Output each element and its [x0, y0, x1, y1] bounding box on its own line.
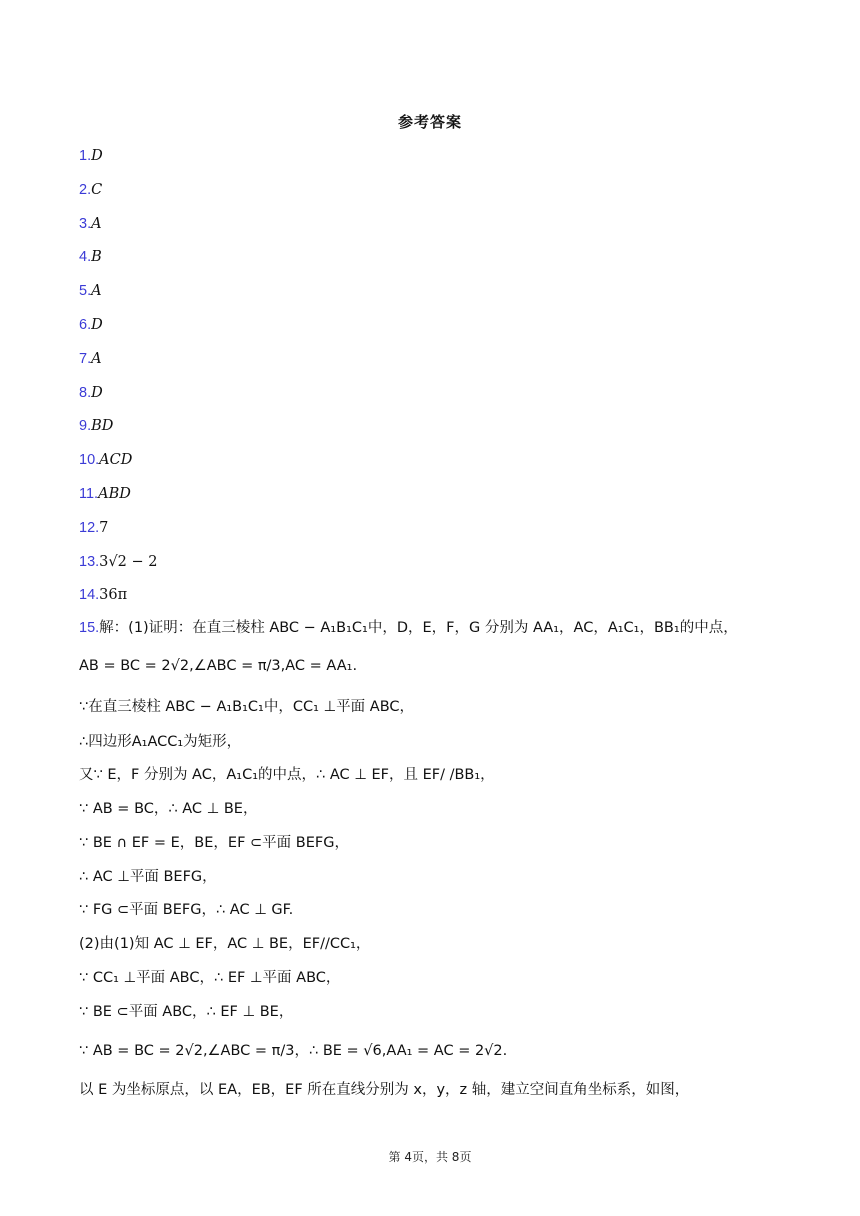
solution-text: ∵ CC₁ ⊥平面 ABC，∴ EF ⊥平面 ABC，: [79, 970, 341, 986]
answer-value: C: [91, 182, 103, 198]
question-number: 8.: [79, 385, 92, 401]
question-number: 1.: [79, 148, 92, 164]
solution-line: [79, 832, 820, 854]
answer-item: [79, 382, 820, 404]
question-number: 12.: [79, 520, 100, 536]
solution-line: [79, 617, 820, 639]
answer-item: [79, 246, 820, 268]
solution-line: [79, 731, 820, 753]
answer-item: [79, 415, 820, 437]
solution-text: (2)由(1)知 AC ⊥ EF，AC ⊥ BE，EF//CC₁，: [79, 936, 371, 952]
question-number: 7.: [79, 351, 92, 367]
answer-item: [79, 584, 820, 606]
solution-text: ∵ BE ∩ EF = E，BE，EF ⊂平面 BEFG，: [79, 835, 349, 851]
question-number: 4.: [79, 249, 92, 265]
solution-line: [79, 967, 820, 989]
solution-text: AB = BC = 2√2,∠ABC = π/3,AC = AA₁.: [79, 658, 358, 674]
question-number: 9.: [79, 418, 92, 434]
solution-text: 解：(1)证明：在直三棱柱 ABC − A₁B₁C₁中，D，E，F，G 分别为 AA₁，AC，A₁C₁，BB₁的中点，: [99, 620, 738, 636]
answer-value: 36π: [99, 587, 128, 603]
solution-line: [79, 899, 820, 921]
answer-item: [79, 348, 820, 370]
solution-line: [79, 866, 820, 888]
solution-line: [79, 1079, 820, 1101]
solution-text: ∵在直三棱柱 ABC − A₁B₁C₁中，CC₁ ⊥平面 ABC，: [79, 699, 415, 715]
solution-text: ∴ AC ⊥平面 BEFG，: [79, 869, 217, 885]
solution-text: ∵ AB = BC = 2√2,∠ABC = π/3，∴ BE = √6,AA₁ = AC = 2√2.: [79, 1043, 508, 1059]
question-number: 5.: [79, 283, 92, 299]
answer-item: [79, 551, 820, 573]
solution-text: 以 E 为坐标原点，以 EA，EB，EF 所在直线分别为 x，y，z 轴，建立空间直角坐标系，如图，: [79, 1082, 690, 1098]
answer-value: ACD: [99, 452, 133, 468]
answer-value: D: [91, 385, 103, 401]
answer-value: BD: [91, 418, 114, 434]
question-number: 14.: [79, 587, 100, 603]
solution-text: ∵ BE ⊂平面 ABC，∴ EF ⊥ BE，: [79, 1004, 294, 1020]
answer-value: A: [91, 216, 102, 232]
question-number: 11.: [79, 486, 99, 502]
answer-value: A: [91, 283, 102, 299]
question-number: 15.: [79, 620, 100, 636]
question-number: 3.: [79, 216, 92, 232]
solution-text: ∵ AB = BC，∴ AC ⊥ BE，: [79, 801, 258, 817]
answer-item: [79, 517, 820, 539]
answer-value: 7: [99, 520, 109, 536]
solution-line: [79, 798, 820, 820]
solution-line: [79, 696, 820, 718]
solution-line: [79, 764, 820, 786]
answer-item: [79, 449, 820, 471]
question-number: 10.: [79, 452, 100, 468]
answer-value: 3√2 − 2: [99, 554, 158, 570]
answer-value: A: [91, 351, 102, 367]
answer-item: [79, 213, 820, 235]
answer-item: [79, 314, 820, 336]
solution-text: ∵ FG ⊂平面 BEFG，∴ AC ⊥ GF.: [79, 902, 294, 918]
answer-value: D: [91, 317, 103, 333]
solution-line: [79, 655, 820, 677]
answer-item: [79, 280, 820, 302]
solution-line: [79, 1040, 820, 1062]
answer-item: [79, 179, 820, 201]
question-number: 6.: [79, 317, 92, 333]
answer-value: D: [91, 148, 103, 164]
solution-line: [79, 933, 820, 955]
question-number: 2.: [79, 182, 92, 198]
solution-line: [79, 1001, 820, 1023]
question-number: 13.: [79, 554, 100, 570]
solution-text: ∴四边形A₁ACC₁为矩形，: [79, 734, 242, 750]
answer-value: ABD: [98, 486, 131, 502]
solution-text: 又∵ E，F 分别为 AC，A₁C₁的中点，∴ AC ⊥ EF，且 EF/ /BB₁，: [79, 767, 495, 783]
page-title: 参考答案: [397, 113, 462, 131]
page-footer: 第 4页，共 8页: [388, 1150, 472, 1164]
answer-item: [79, 145, 820, 167]
answer-item: [79, 483, 820, 505]
answer-value: B: [91, 249, 102, 265]
